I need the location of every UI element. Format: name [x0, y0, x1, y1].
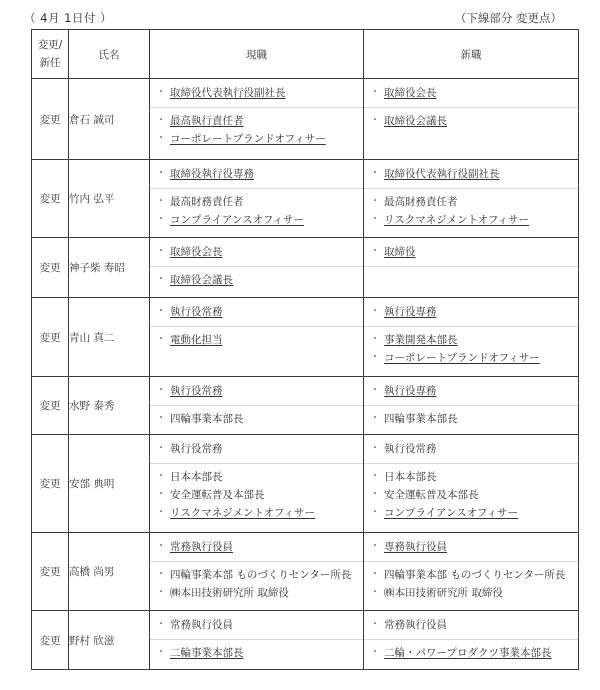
bullet-icon: ・ — [156, 569, 166, 580]
bullet-icon: ・ — [156, 246, 166, 257]
position-item — [370, 486, 574, 504]
position-group — [364, 377, 578, 405]
table-row — [32, 611, 579, 670]
position-item — [370, 410, 574, 428]
bullet-icon: ・ — [370, 489, 380, 500]
person-name-cell: 安部 典明 — [69, 435, 150, 533]
position-title-changed: リスクマネジメントオフィサー — [384, 214, 530, 226]
position-title: 日本本部長 — [384, 471, 437, 483]
position-item — [370, 468, 574, 486]
column-header-type — [32, 30, 69, 79]
position-group — [150, 160, 363, 188]
bullet-icon: ・ — [370, 647, 380, 658]
bullet-icon: ・ — [370, 214, 380, 225]
position-title-changed: 取締役代表執行役副社長 — [170, 87, 286, 99]
position-group — [364, 611, 578, 639]
position-title: 最高財務責任者 — [384, 196, 458, 208]
new-position-cell — [364, 533, 579, 611]
position-group — [364, 266, 578, 297]
position-title: 常務執行役員 — [384, 619, 447, 631]
person-name-cell: 高橋 尚男 — [69, 533, 150, 611]
position-item — [156, 440, 223, 458]
position-title: 四輪事業本部 ものづくりセンター所長 — [170, 569, 352, 581]
position-group — [150, 326, 363, 376]
current-position-cell — [150, 611, 364, 670]
position-item — [156, 303, 223, 321]
position-title-changed: 取締役代表執行役副社長 — [384, 168, 500, 180]
current-position-cell — [150, 533, 364, 611]
position-group — [150, 561, 363, 610]
position-item — [370, 243, 416, 261]
position-item — [156, 193, 359, 211]
position-group — [150, 533, 363, 561]
position-group — [364, 238, 578, 266]
change-type-cell: 変更 — [32, 160, 69, 238]
position-title: 安全運転普及本部長 — [384, 489, 479, 501]
position-title-changed: 専務執行役員 — [384, 541, 447, 553]
position-title-changed: 常務執行役員 — [170, 541, 233, 553]
bullet-icon: ・ — [156, 541, 166, 552]
position-item — [156, 271, 359, 289]
position-item — [370, 644, 574, 662]
position-title: ㈱本田技術研究所 取締役 — [384, 587, 503, 599]
change-type-cell: 変更 — [32, 435, 69, 533]
underline-legend-note: （下線部分 変更点） — [454, 11, 562, 25]
position-group — [150, 188, 363, 237]
position-item — [370, 382, 437, 400]
bullet-icon: ・ — [156, 471, 166, 482]
bullet-icon: ・ — [370, 443, 380, 454]
change-type-cell: 変更 — [32, 533, 69, 611]
position-item — [156, 165, 254, 183]
position-group — [150, 405, 363, 434]
position-title-changed: 電動化担当 — [170, 334, 223, 346]
bullet-icon: ・ — [156, 385, 166, 396]
position-item — [156, 644, 359, 662]
table-row — [32, 533, 579, 611]
bullet-icon: ・ — [156, 334, 166, 345]
bullet-icon: ・ — [370, 587, 380, 598]
position-item — [156, 382, 223, 400]
bullet-icon: ・ — [370, 246, 380, 257]
position-item — [156, 410, 359, 428]
position-item — [156, 211, 359, 229]
position-group — [150, 298, 363, 326]
position-title: ㈱本田技術研究所 取締役 — [170, 587, 289, 599]
position-title-changed: リスクマネジメントオフィサー — [170, 507, 316, 519]
position-title-changed: 取締役会議長 — [384, 115, 447, 127]
new-position-cell — [364, 435, 579, 533]
position-group — [150, 377, 363, 405]
bullet-icon: ・ — [156, 115, 166, 126]
position-title-changed: 事業開発本部長 — [384, 334, 458, 346]
new-position-cell — [364, 377, 579, 435]
position-group — [150, 107, 363, 159]
position-item — [156, 566, 359, 584]
bullet-icon: ・ — [370, 507, 380, 518]
bullet-icon: ・ — [156, 647, 166, 658]
change-type-cell: 変更 — [32, 611, 69, 670]
position-item — [156, 468, 359, 486]
position-title: 執行役常務 — [384, 443, 437, 455]
effective-date-note: （ 4月 1日付 ） — [24, 11, 113, 25]
bullet-icon: ・ — [370, 115, 380, 126]
bullet-icon: ・ — [156, 587, 166, 598]
position-item — [370, 84, 437, 102]
position-title-changed: 執行役常務 — [170, 385, 223, 397]
position-title-changed: コーポレートブランドオフィサー — [170, 133, 326, 145]
position-item — [156, 331, 359, 349]
position-group — [364, 160, 578, 188]
position-item — [370, 112, 574, 130]
position-title: 四輪事業本部長 — [170, 413, 244, 425]
position-item — [370, 584, 574, 602]
position-title: 四輪事業本部長 — [384, 413, 458, 425]
position-group — [150, 79, 363, 107]
position-item — [370, 331, 574, 349]
person-name-cell: 神子柴 寿昭 — [69, 238, 150, 298]
bullet-icon: ・ — [370, 334, 380, 345]
bullet-icon: ・ — [156, 413, 166, 424]
bullet-icon: ・ — [156, 168, 166, 179]
position-item — [156, 112, 359, 130]
bullet-icon: ・ — [370, 196, 380, 207]
position-title: 執行役常務 — [170, 443, 223, 455]
table-row — [32, 377, 579, 435]
position-title-changed: 取締役執行役専務 — [170, 168, 254, 180]
bullet-icon: ・ — [370, 619, 380, 630]
table-row — [32, 160, 579, 238]
bullet-icon: ・ — [370, 385, 380, 396]
table-header-row — [32, 30, 579, 79]
bullet-icon: ・ — [156, 619, 166, 630]
current-position-cell — [150, 238, 364, 298]
person-name-cell: 倉石 誠司 — [69, 79, 150, 160]
column-header-type-line1: 変更/ — [37, 39, 63, 51]
position-item — [370, 440, 437, 458]
position-item — [156, 486, 359, 504]
bullet-icon: ・ — [156, 489, 166, 500]
current-position-cell — [150, 79, 364, 160]
position-group — [364, 405, 578, 434]
position-item — [370, 616, 447, 634]
position-item — [370, 538, 447, 556]
table-row — [32, 79, 579, 160]
position-group — [364, 463, 578, 532]
current-position-cell — [150, 377, 364, 435]
position-group — [150, 435, 363, 463]
position-group — [150, 639, 363, 669]
table-row — [32, 298, 579, 377]
position-title-changed: 執行役専務 — [384, 385, 437, 397]
current-position-cell — [150, 435, 364, 533]
position-item — [370, 349, 574, 367]
position-group — [364, 533, 578, 561]
current-position-cell — [150, 160, 364, 238]
position-title: 最高財務責任者 — [170, 196, 244, 208]
table-body — [32, 79, 579, 670]
position-group — [364, 79, 578, 107]
position-item — [370, 303, 437, 321]
change-type-cell: 変更 — [32, 238, 69, 298]
position-title: 常務執行役員 — [170, 619, 233, 631]
bullet-icon: ・ — [156, 196, 166, 207]
position-group — [364, 639, 578, 669]
bullet-icon: ・ — [370, 87, 380, 98]
position-group — [150, 238, 363, 266]
column-header-name: 氏名 — [69, 30, 150, 79]
position-item — [156, 243, 223, 261]
column-header-current-position: 現職 — [150, 30, 364, 79]
column-header-type-line2: 新任 — [39, 57, 61, 69]
position-item — [156, 584, 359, 602]
position-title-changed: コーポレートブランドオフィサー — [384, 352, 540, 364]
position-group — [364, 298, 578, 326]
position-title-changed: 取締役会長 — [384, 87, 437, 99]
bullet-icon: ・ — [370, 168, 380, 179]
column-header-new-position: 新職 — [364, 30, 579, 79]
person-name-cell: 竹内 弘平 — [69, 160, 150, 238]
position-item — [156, 130, 359, 148]
position-item — [156, 504, 359, 522]
position-title-changed: コンプライアンスオフィサー — [170, 214, 304, 226]
position-item — [370, 211, 574, 229]
change-type-cell: 変更 — [32, 79, 69, 160]
position-item — [370, 504, 574, 522]
position-group — [150, 463, 363, 532]
executive-changes-table — [31, 29, 579, 670]
position-item — [156, 84, 286, 102]
person-name-cell: 青山 真二 — [69, 298, 150, 377]
position-group — [150, 611, 363, 639]
position-item — [370, 566, 574, 584]
position-item — [156, 616, 233, 634]
position-group — [364, 188, 578, 237]
bullet-icon: ・ — [370, 569, 380, 580]
position-title-changed: コンプライアンスオフィサー — [384, 507, 518, 519]
position-title-changed: 執行役専務 — [384, 306, 437, 318]
position-title-changed: 最高執行責任者 — [170, 115, 244, 127]
position-title-changed: 執行役常務 — [170, 306, 223, 318]
change-type-cell: 変更 — [32, 298, 69, 377]
new-position-cell — [364, 79, 579, 160]
position-title-changed: 取締役会長 — [170, 246, 223, 258]
bullet-icon: ・ — [156, 133, 166, 144]
new-position-cell — [364, 298, 579, 377]
bullet-icon: ・ — [370, 413, 380, 424]
position-group — [364, 326, 578, 376]
change-type-cell: 変更 — [32, 377, 69, 435]
position-group — [150, 266, 363, 297]
position-title-changed: 取締役会議長 — [170, 274, 233, 286]
position-item — [156, 538, 233, 556]
bullet-icon: ・ — [370, 306, 380, 317]
position-title: 四輪事業本部 ものづくりセンター所長 — [384, 569, 566, 581]
new-position-cell — [364, 611, 579, 670]
position-title: 日本本部長 — [170, 471, 223, 483]
bullet-icon: ・ — [156, 274, 166, 285]
position-group — [364, 561, 578, 610]
bullet-icon: ・ — [156, 443, 166, 454]
bullet-icon: ・ — [370, 471, 380, 482]
position-item — [370, 193, 574, 211]
bullet-icon: ・ — [156, 87, 166, 98]
position-item — [370, 165, 500, 183]
position-title-changed: 二輪事業本部長 — [170, 647, 244, 659]
new-position-cell — [364, 160, 579, 238]
bullet-icon: ・ — [156, 214, 166, 225]
position-group — [364, 435, 578, 463]
person-name-cell: 野村 欣滋 — [69, 611, 150, 670]
position-title-changed: 取締役 — [384, 246, 416, 258]
position-title: 安全運転普及本部長 — [170, 489, 265, 501]
new-position-cell — [364, 238, 579, 298]
current-position-cell — [150, 298, 364, 377]
person-name-cell: 水野 泰秀 — [69, 377, 150, 435]
bullet-icon: ・ — [370, 352, 380, 363]
bullet-icon: ・ — [156, 306, 166, 317]
bullet-icon: ・ — [156, 507, 166, 518]
table-row — [32, 435, 579, 533]
table-row — [32, 238, 579, 298]
position-title-changed: 二輪・パワープロダクツ事業本部長 — [384, 647, 552, 659]
position-group — [364, 107, 578, 159]
bullet-icon: ・ — [370, 541, 380, 552]
